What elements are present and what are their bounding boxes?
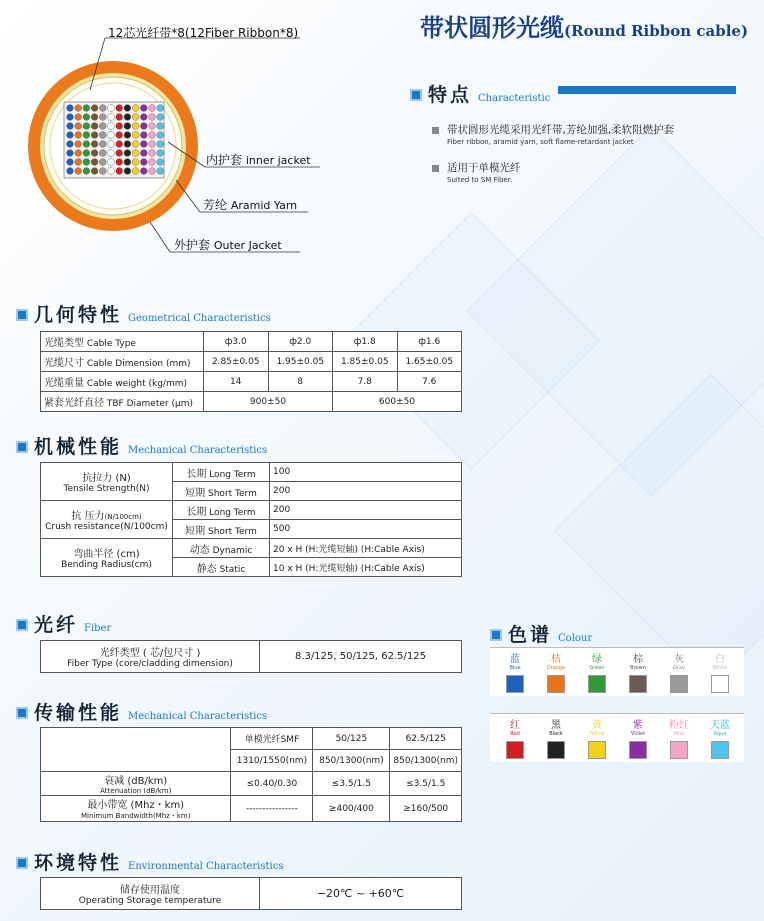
fiber-heading xyxy=(16,610,111,637)
colour-name-cn: 黑 xyxy=(551,720,561,731)
row-label: 光缆尺寸 Cable Dimension (mm) xyxy=(41,352,204,372)
fiber-dot xyxy=(75,141,82,148)
fiber-dot xyxy=(99,159,106,166)
geometric-title-en: Geometrical Characteristics xyxy=(128,313,271,324)
fiber-dot xyxy=(140,123,147,130)
table-cell: ≤3.5/1.5 xyxy=(313,772,390,796)
mechanical-heading xyxy=(16,432,267,459)
colour-name-en: Pink xyxy=(673,731,685,737)
fiber-dot xyxy=(91,123,98,130)
colour-name-en: Blue xyxy=(509,665,521,671)
table-row xyxy=(41,728,462,750)
colour-swatch-item xyxy=(660,650,698,693)
callout-line xyxy=(150,222,170,252)
bullet-square-icon xyxy=(432,165,439,172)
fiber-dot xyxy=(91,114,98,121)
colour-name-en: White xyxy=(712,665,728,671)
fiber-dot xyxy=(108,105,115,112)
fiber-dot xyxy=(157,141,164,148)
fiber-dot xyxy=(140,141,147,148)
fiber-dot xyxy=(91,150,98,157)
environmental-title-cn: 环境特性 xyxy=(34,852,123,874)
fiber-dot xyxy=(157,132,164,139)
table-cell: 200 xyxy=(270,482,462,501)
table-cell: ≥160/500 xyxy=(390,796,462,822)
section-marker-icon xyxy=(16,857,28,869)
fiber-dot xyxy=(108,132,115,139)
section-marker-icon xyxy=(490,629,502,641)
colour-name-cn: 灰 xyxy=(674,654,684,665)
fiber-dot xyxy=(124,168,131,175)
ribbon-stack xyxy=(64,102,164,178)
characteristic-title-en: Characteristic xyxy=(478,93,551,104)
transmission-table xyxy=(40,727,462,822)
feature-cn: 适用于单模光纤 xyxy=(447,162,521,174)
colour-name-cn: 蓝 xyxy=(510,654,520,665)
fiber-dot xyxy=(75,168,82,175)
fiber-dot xyxy=(149,141,156,148)
fiber-dot xyxy=(116,168,123,175)
section-marker-icon xyxy=(16,441,28,453)
fiber-dot xyxy=(132,114,139,121)
colour-swatch xyxy=(670,675,688,693)
fiber-dot xyxy=(140,105,147,112)
colour-name-cn: 桔 xyxy=(551,654,561,665)
fiber-dot xyxy=(67,105,74,112)
colour-swatch xyxy=(506,675,524,693)
table-cell: 20 x H (H:光缆短轴) (H:Cable Axis) xyxy=(270,539,462,558)
term-cell: 长期 Long Term xyxy=(173,463,270,482)
fiber-dot xyxy=(99,141,106,148)
fiber-dot xyxy=(67,168,74,175)
fiber-dot xyxy=(132,159,139,166)
fiber-dot xyxy=(124,159,131,166)
table-cell: 1.95±0.05 xyxy=(268,352,333,372)
fiber-dot xyxy=(149,168,156,175)
colour-name-cn: 绿 xyxy=(592,654,602,665)
inner-jacket-cn: 内护套 xyxy=(206,153,243,167)
row-label: 储存使用温度 Operating Storage temperature xyxy=(41,878,260,910)
table-cell: −20℃ ~ +60℃ xyxy=(260,878,462,910)
page-title xyxy=(420,8,748,43)
fiber-dot xyxy=(99,105,106,112)
colour-name-cn: 白 xyxy=(715,654,725,665)
fiber-dot xyxy=(91,168,98,175)
colour-swatch xyxy=(629,741,647,759)
fiber-dot xyxy=(157,114,164,121)
colour-heading xyxy=(490,620,592,647)
fiber-dot xyxy=(157,105,164,112)
fiber-dot xyxy=(149,132,156,139)
colour-swatch-item xyxy=(701,650,739,693)
colour-name-cn: 棕 xyxy=(633,654,643,665)
environmental-title-en: Environmental Characteristics xyxy=(128,861,284,872)
fiber-dot xyxy=(91,105,98,112)
fiber-dot xyxy=(116,132,123,139)
fiber-dot xyxy=(116,141,123,148)
table-cell: 500 xyxy=(270,520,462,539)
colour-title-en: Colour xyxy=(558,633,593,644)
table-cell: ≥400/400 xyxy=(313,796,390,822)
table-row xyxy=(41,772,462,796)
ribbon-label: 12芯光纤带*8(12Fiber Ribbon*8) xyxy=(108,26,299,40)
table-cell: ф2.0 xyxy=(268,332,333,352)
colour-name-cn: 天蓝 xyxy=(710,720,730,731)
feature-item xyxy=(432,122,674,146)
row-label: 紧套光纤直径 TBF Diameter (μm) xyxy=(41,392,204,412)
fiber-dot xyxy=(75,159,82,166)
fiber-dot xyxy=(91,132,98,139)
fiber-dot xyxy=(99,132,106,139)
column-header: 单模光纤SMF xyxy=(231,728,313,750)
fiber-dot xyxy=(83,141,90,148)
table-cell: 100 xyxy=(270,463,462,482)
row-label: 光纤类型 ( 芯/包尺寸 ) Fiber Type (core/cladding dimension) xyxy=(41,641,260,673)
row-label: 最小带宽 (Mhz・km) Minimum Bandwidth(Mhz・km) xyxy=(41,796,231,822)
section-marker-icon xyxy=(16,619,28,631)
fiber-dot xyxy=(99,168,106,175)
fiber-dot xyxy=(108,141,115,148)
mechanical-title-en: Mechanical Characteristics xyxy=(128,445,268,456)
table-cell: 2.85±0.05 xyxy=(204,352,269,372)
colour-swatch-item xyxy=(537,716,575,759)
row-label: 抗 压力(N/100cm) Crush resistance(N/100cm) xyxy=(41,501,173,539)
fiber-dot xyxy=(124,123,131,130)
table-cell: ф3.0 xyxy=(204,332,269,352)
fiber-dot xyxy=(149,105,156,112)
colour-swatch xyxy=(629,675,647,693)
colour-name-en: Orange xyxy=(546,665,566,671)
fiber-dot xyxy=(132,150,139,157)
fiber-dot xyxy=(108,168,115,175)
aramid-label xyxy=(203,196,297,213)
characteristic-heading xyxy=(410,80,550,107)
fiber-dot xyxy=(140,168,147,175)
characteristic-bar xyxy=(558,86,736,94)
characteristic-title-cn: 特点 xyxy=(428,84,473,106)
colour-swatch-item xyxy=(578,716,616,759)
feature-en: Suited to SM Fiber. xyxy=(447,176,513,184)
fiber-dot xyxy=(83,150,90,157)
table-row xyxy=(41,878,462,910)
colour-name-en: Brown xyxy=(630,665,646,671)
table-row xyxy=(41,463,462,482)
mechanical-table xyxy=(40,462,462,577)
fiber-dot xyxy=(108,123,115,130)
fiber-dot xyxy=(83,159,90,166)
table-cell: 600±50 xyxy=(333,392,462,412)
fiber-dot xyxy=(67,123,74,130)
section-marker-icon xyxy=(16,707,28,719)
colour-name-en: Black xyxy=(549,731,563,737)
fiber-dot xyxy=(67,150,74,157)
colour-swatch xyxy=(588,741,606,759)
table-cell: ф1.8 xyxy=(333,332,398,352)
fiber-dot xyxy=(132,141,139,148)
fiber-title-en: Fiber xyxy=(84,623,112,634)
fiber-dot xyxy=(67,159,74,166)
title-cn: 带状圆形光缆 xyxy=(420,13,564,42)
table-cell: 8 xyxy=(268,372,333,392)
row-label: 弯曲半径 (cm) Bending Radius(cm) xyxy=(41,539,173,577)
empty-cell xyxy=(41,728,231,772)
fiber-dot xyxy=(140,132,147,139)
row-label: 抗拉力 (N) Tensile Strength(N) xyxy=(41,463,173,501)
fiber-dot xyxy=(149,150,156,157)
fiber-dot xyxy=(75,105,82,112)
table-cell: 850/1300(nm) xyxy=(390,750,462,772)
fiber-dot xyxy=(140,159,147,166)
colour-name-cn: 红 xyxy=(510,720,520,731)
fiber-dot xyxy=(157,159,164,166)
geometric-heading xyxy=(16,300,271,327)
fiber-dot xyxy=(132,132,139,139)
colour-swatch xyxy=(506,741,524,759)
mechanical-title-cn: 机械性能 xyxy=(34,436,123,458)
fiber-dot xyxy=(132,123,139,130)
table-cell: 7.6 xyxy=(397,372,462,392)
fiber-dot xyxy=(83,168,90,175)
feature-en: Fiber ribbon, aramid yarn, soft flame-retardant jacket xyxy=(447,138,634,146)
term-cell: 静态 Static xyxy=(173,558,270,577)
table-cell: 850/1300(nm) xyxy=(313,750,390,772)
fiber-dot xyxy=(149,123,156,130)
column-header: 50/125 xyxy=(313,728,390,750)
fiber-dot xyxy=(149,114,156,121)
table-cell: 14 xyxy=(204,372,269,392)
environmental-heading xyxy=(16,848,283,875)
term-cell: 动态 Dynamic xyxy=(173,539,270,558)
geometric-title-cn: 几何特性 xyxy=(34,304,123,326)
colour-swatch-item xyxy=(619,650,657,693)
inner-jacket-en: inner jacket xyxy=(245,154,311,167)
table-cell: ф1.6 xyxy=(397,332,462,352)
colour-swatch-item xyxy=(578,650,616,693)
colour-name-cn: 紫 xyxy=(633,720,643,731)
row-label: 光缆重量 Cable weight (kg/mm) xyxy=(41,372,204,392)
colour-swatch-item xyxy=(701,716,739,759)
fiber-dot xyxy=(83,132,90,139)
fiber-dot xyxy=(99,123,106,130)
row-label: 衰减 (dB/km) Attenuation (dB/km) xyxy=(41,772,231,796)
fiber-dot xyxy=(116,159,123,166)
colour-swatch xyxy=(547,675,565,693)
colour-name-en: Aqua xyxy=(713,731,727,737)
table-row xyxy=(41,332,462,352)
feature-item xyxy=(432,160,521,184)
colour-swatch-item xyxy=(660,716,698,759)
feature-cn: 带状圆形光缆采用光纤带,芳纶加强,柔软阻燃护套 xyxy=(447,124,675,136)
term-cell: 短期 Short Term xyxy=(173,482,270,501)
aramid-cn: 芳纶 xyxy=(203,198,228,212)
transmission-title-en: Mechanical Characteristics xyxy=(128,711,268,722)
fiber-dot xyxy=(116,123,123,130)
row-label: 光缆类型 Cable Type xyxy=(41,332,204,352)
bullet-square-icon xyxy=(432,127,439,134)
fiber-dot xyxy=(83,105,90,112)
fiber-dot xyxy=(132,105,139,112)
table-cell: 1.85±0.05 xyxy=(333,352,398,372)
transmission-heading xyxy=(16,698,267,725)
term-cell: 短期 Short Term xyxy=(173,520,270,539)
fiber-table xyxy=(40,640,462,673)
table-row xyxy=(41,796,462,822)
fiber-dot xyxy=(157,168,164,175)
outer-jacket-cn: 外护套 xyxy=(174,238,211,252)
colour-swatch-item xyxy=(619,716,657,759)
table-row xyxy=(41,352,462,372)
term-cell: 长期 Long Term xyxy=(173,501,270,520)
inner-jacket-label xyxy=(206,151,311,168)
fiber-dot xyxy=(157,150,164,157)
outer-jacket-label xyxy=(174,236,282,253)
column-header: 62.5/125 xyxy=(390,728,462,750)
fiber-dot xyxy=(157,123,164,130)
geometric-table xyxy=(40,331,462,412)
table-row xyxy=(41,641,462,673)
fiber-dot xyxy=(108,114,115,121)
transmission-title-cn: 传输性能 xyxy=(34,702,123,724)
colour-swatch-item xyxy=(496,716,534,759)
table-cell: 200 xyxy=(270,501,462,520)
section-marker-icon xyxy=(410,89,422,101)
fiber-dot xyxy=(124,105,131,112)
fiber-title-cn: 光纤 xyxy=(34,614,79,636)
fiber-dot xyxy=(124,114,131,121)
colour-swatch xyxy=(670,741,688,759)
fiber-dot xyxy=(91,159,98,166)
fiber-dot xyxy=(108,150,115,157)
table-cell: ≤0.40/0.30 xyxy=(231,772,313,796)
aramid-en: Aramid Yarn xyxy=(230,199,298,212)
colour-swatch-item xyxy=(537,650,575,693)
table-cell: 1310/1550(nm) xyxy=(231,750,313,772)
colour-name-en: Violet xyxy=(630,731,646,737)
fiber-dot xyxy=(132,168,139,175)
fiber-dot xyxy=(83,114,90,121)
fiber-dot xyxy=(124,141,131,148)
table-cell: 900±50 xyxy=(204,392,333,412)
fiber-dot xyxy=(108,159,115,166)
table-cell: 1.65±0.05 xyxy=(397,352,462,372)
fiber-dot xyxy=(91,141,98,148)
table-cell: 7.8 xyxy=(333,372,398,392)
fiber-dot xyxy=(140,114,147,121)
colour-swatch-item xyxy=(496,650,534,693)
colour-swatch xyxy=(711,675,729,693)
colour-name-cn: 粉红 xyxy=(669,720,689,731)
colour-name-cn: 黄 xyxy=(592,720,602,731)
fiber-dot xyxy=(67,141,74,148)
table-row xyxy=(41,392,462,412)
fiber-dot xyxy=(149,159,156,166)
colour-swatch xyxy=(547,741,565,759)
fiber-dot xyxy=(67,132,74,139)
environmental-table xyxy=(40,877,462,910)
fiber-dot xyxy=(67,114,74,121)
colour-name-en: Yellow xyxy=(589,731,605,737)
colour-name-en: Gray xyxy=(673,665,685,671)
fiber-dot xyxy=(124,132,131,139)
colour-name-en: Red xyxy=(510,731,520,737)
table-row xyxy=(41,372,462,392)
fiber-dot xyxy=(75,114,82,121)
fiber-dot xyxy=(116,150,123,157)
section-marker-icon xyxy=(16,309,28,321)
fiber-dot xyxy=(99,114,106,121)
colour-swatch xyxy=(588,675,606,693)
colour-name-en: Green xyxy=(589,665,605,671)
table-row xyxy=(41,501,462,520)
outer-jacket-en: Outer Jacket xyxy=(213,239,282,252)
colour-title-cn: 色谱 xyxy=(508,624,553,646)
fiber-dot xyxy=(140,150,147,157)
title-en: (Round Ribbon cable) xyxy=(564,22,749,40)
fiber-dot xyxy=(99,150,106,157)
fiber-dot xyxy=(75,132,82,139)
table-row xyxy=(41,539,462,558)
table-cell: 10 x H (H:光缆短轴) (H:Cable Axis) xyxy=(270,558,462,577)
fiber-dot xyxy=(116,105,123,112)
fiber-dot xyxy=(75,123,82,130)
table-cell: ---------------- xyxy=(231,796,313,822)
table-cell: ≤3.5/1.5 xyxy=(390,772,462,796)
table-cell: 8.3/125, 50/125, 62.5/125 xyxy=(260,641,462,673)
fiber-dot xyxy=(116,114,123,121)
fiber-dot xyxy=(75,150,82,157)
fiber-dot xyxy=(124,150,131,157)
colour-swatch xyxy=(711,741,729,759)
fiber-dot xyxy=(83,123,90,130)
